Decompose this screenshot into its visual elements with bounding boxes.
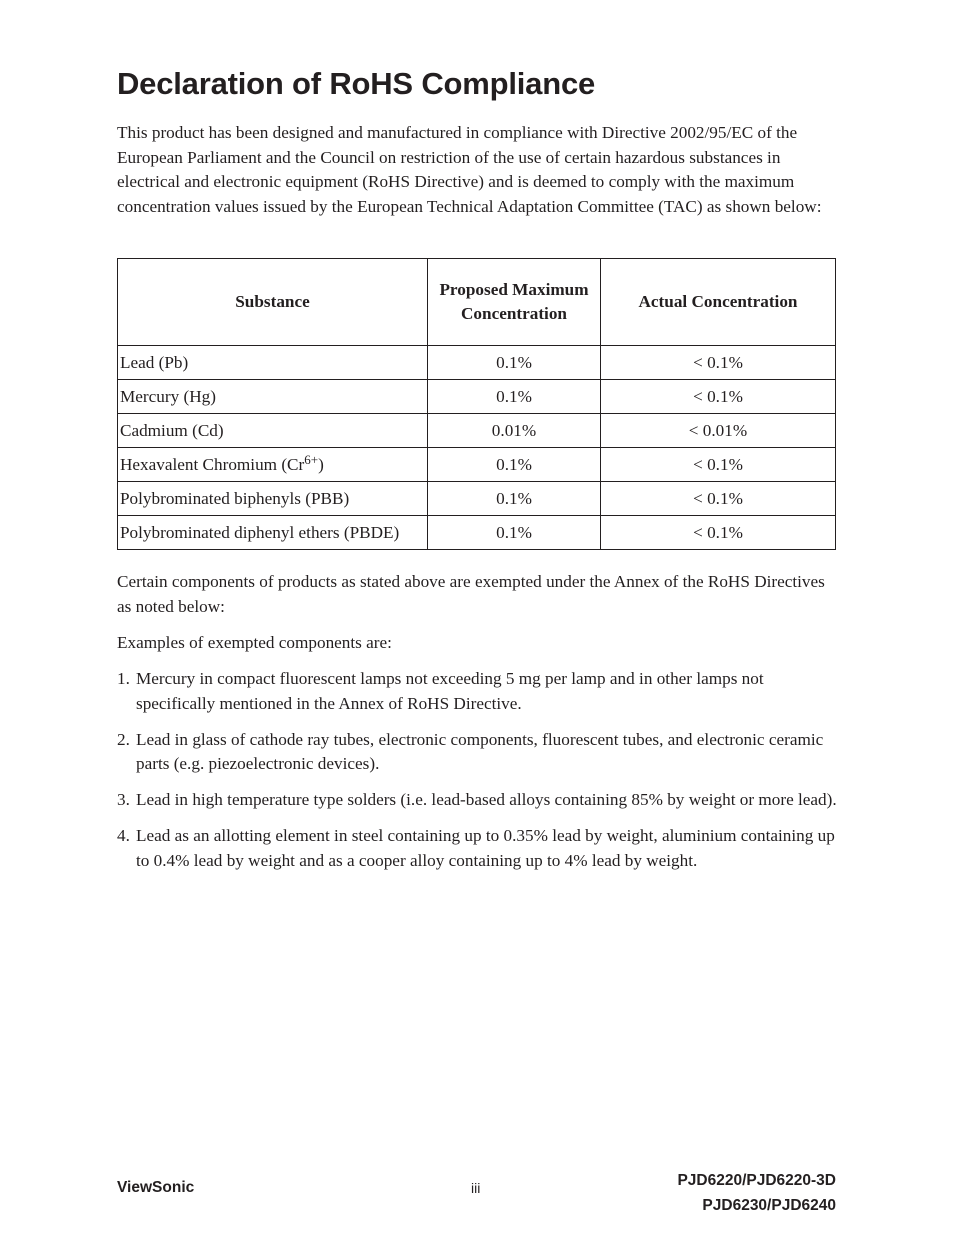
table-row	[118, 516, 836, 550]
cell-actual: < 0.01%	[601, 414, 836, 448]
cell-substance: Mercury (Hg)	[118, 380, 428, 414]
list-item	[117, 788, 837, 813]
list-text: Lead in glass of cathode ray tubes, electronic components, fluorescent tubes, and electronic ceramic parts (e.g. piezoelectronic devices).	[136, 729, 824, 774]
cell-max: 0.1%	[428, 516, 601, 550]
list-number: 2.	[117, 729, 130, 749]
table-header-row	[118, 259, 836, 346]
list-item	[117, 728, 837, 777]
footer-models-line1: PJD6220/PJD6220-3D	[677, 1172, 836, 1189]
examples-list	[117, 667, 837, 885]
superscript-charge: 6+	[304, 451, 319, 467]
substance-suffix: )	[318, 454, 324, 474]
cell-substance: Polybrominated diphenyl ethers (PBDE)	[118, 516, 428, 550]
examples-heading: Examples of exempted components are:	[117, 633, 392, 652]
footer-brand: ViewSonic	[117, 1179, 195, 1196]
footer-page-number: iii	[471, 1180, 481, 1196]
cell-substance	[118, 448, 428, 482]
substance-name: Hexavalent Chromium (Cr	[120, 454, 305, 474]
cell-actual: < 0.1%	[601, 380, 836, 414]
cell-substance: Cadmium (Cd)	[118, 414, 428, 448]
intro-paragraph: This product has been designed and manufactured in compliance with Directive 2002/95/EC of the European Parliament and the Council on restriction of the use of certain hazardous substances in electrical and electronic equipment (RoHS Directive) and is deemed to comply with the maximum concentration values issued by the European Technical Adaptation Committee (TAC) as shown below:	[117, 123, 822, 216]
list-number: 1.	[117, 669, 130, 688]
cell-max: 0.01%	[428, 414, 601, 448]
table-row	[118, 380, 836, 414]
list-item	[117, 667, 837, 716]
cell-substance: Polybrominated biphenyls (PBB)	[118, 482, 428, 516]
cell-max: 0.1%	[428, 346, 601, 380]
header-substance: Substance	[118, 259, 428, 346]
table-row	[118, 482, 836, 516]
list-number: 3.	[117, 790, 130, 810]
cell-substance: Lead (Pb)	[118, 346, 428, 380]
cell-actual: < 0.1%	[601, 482, 836, 516]
list-text: Lead in high temperature type solders (i.e. lead-based alloys containing 85% by weight or more lead).	[136, 790, 837, 810]
list-text: Mercury in compact fluorescent lamps not exceeding 5 mg per lamp and in other lamps not specifically mentioned in the Annex of RoHS Directive.	[136, 669, 764, 713]
header-max-concentration-label: Proposed Maximum Concentration	[439, 280, 589, 323]
table-row	[118, 414, 836, 448]
table-row	[118, 448, 836, 482]
header-actual-concentration: Actual Concentration	[601, 259, 836, 346]
footer-models-line2: PJD6230/PJD6240	[702, 1197, 836, 1214]
table-row	[118, 346, 836, 380]
cell-max: 0.1%	[428, 482, 601, 516]
cell-actual: < 0.1%	[601, 346, 836, 380]
cell-max: 0.1%	[428, 380, 601, 414]
header-max-concentration	[428, 259, 601, 346]
cell-actual: < 0.1%	[601, 448, 836, 482]
footer-models	[677, 1168, 836, 1218]
cell-max: 0.1%	[428, 448, 601, 482]
rohs-table	[117, 258, 836, 550]
cell-actual: < 0.1%	[601, 516, 836, 550]
list-text: Lead as an allotting element in steel containing up to 0.35% lead by weight, aluminium containing up to 0.4% lead by weight and as a cooper alloy containing up to 4% lead by weight.	[136, 826, 835, 871]
page-title: Declaration of RoHS Compliance	[117, 66, 596, 101]
exemption-paragraph: Certain components of products as stated above are exempted under the Annex of the RoHS Directives as noted below:	[117, 572, 825, 616]
list-number: 4.	[117, 826, 130, 846]
list-item	[117, 824, 837, 873]
